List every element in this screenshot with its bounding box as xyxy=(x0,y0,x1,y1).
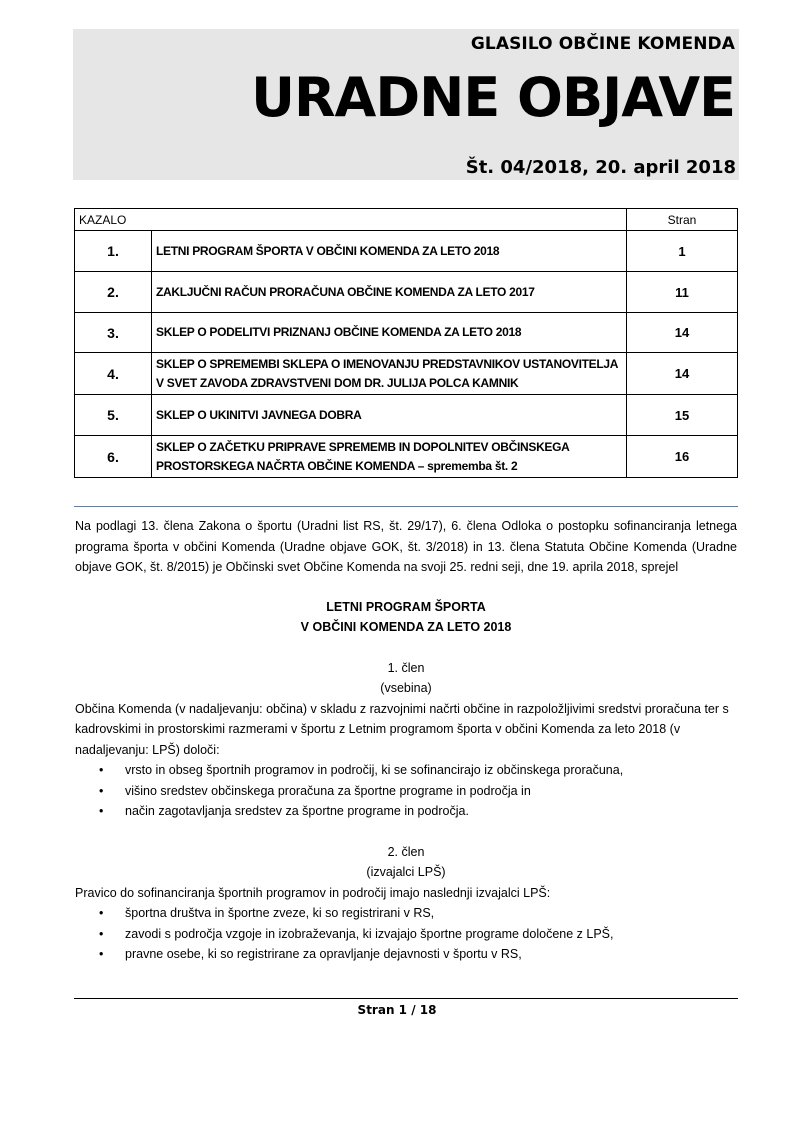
toc-row xyxy=(75,436,738,478)
toc-number: 3. xyxy=(75,313,152,353)
toc-row xyxy=(75,231,738,272)
document-title xyxy=(75,597,737,638)
toc-page: 15 xyxy=(627,395,738,436)
publication-title: URADNE OBJAVE xyxy=(251,66,735,129)
toc-title-line: V SVET ZAVODA ZDRAVSTVENI DOM DR. JULIJA POLCA KAMNIK xyxy=(156,375,519,390)
toc-title-line: SKLEP O UKINITVI JAVNEGA DOBRA xyxy=(156,407,362,422)
toc-title-line: ZAKLJUČNI RAČUN PRORAČUNA OBČINE KOMENDA ZA LETO 2017 xyxy=(156,284,535,299)
bullet-list xyxy=(75,760,737,822)
page-number: Stran 1 / 18 xyxy=(357,1003,437,1017)
toc-header-label: KAZALO xyxy=(75,209,627,231)
toc-row xyxy=(75,272,738,313)
toc-header-row xyxy=(75,209,738,231)
publication-name: GLASILO OBČINE KOMENDA xyxy=(470,34,735,54)
article-subtitle: (vsebina) xyxy=(380,681,432,695)
toc-title[interactable] xyxy=(152,436,627,478)
article xyxy=(75,658,737,822)
article-number: 1. člen xyxy=(387,660,425,675)
table-of-contents xyxy=(74,208,738,478)
preamble: Na podlagi 13. člena Zakona o športu (Uradni list RS, št. 29/17), 6. člena Odloka o postopku sofinanciranja letnega programa športa v občini Komenda (Uradne objave GOK, št. 3/2018) in 13. člena Statuta Občine Komenda (Uradne objave GOK, št. 8/2015) je Občinski svet Občine Komenda na svoji 25. redni seji, dne 19. aprila 2018, sprejel xyxy=(75,519,737,574)
toc-title-line: LETNI PROGRAM ŠPORTA V OBČINI KOMENDA ZA LETO 2018 xyxy=(156,243,500,258)
list-item: • zavodi s področja vzgoje in izobraževanja, ki izvajajo športne programe določene z LPŠ, xyxy=(75,924,737,945)
toc-number: 1. xyxy=(75,231,152,272)
document-title-line: LETNI PROGRAM ŠPORTA xyxy=(326,599,486,614)
list-item: • način zagotavljanja sredstev za športne programe in področja. xyxy=(75,801,737,822)
article-text: Občina Komenda (v nadaljevanju: občina) v skladu z razvojnimi načrti občine in razpoložljivimi sredstvi proračuna ter s kadrovskimi in prostorskimi razmerami v športu z Letnim programom športa v občini Komenda za leto 2018 (v nadaljevanju: LPŠ) določi: xyxy=(75,701,729,757)
toc-row xyxy=(75,313,738,353)
toc-page: 14 xyxy=(627,353,738,395)
toc-number: 2. xyxy=(75,272,152,313)
toc-title[interactable] xyxy=(152,231,627,272)
document-title-line: V OBČINI KOMENDA ZA LETO 2018 xyxy=(300,620,512,634)
toc-row xyxy=(75,353,738,395)
toc-title-line: SKLEP O ZAČETKU PRIPRAVE SPREMEMB IN DOPOLNITEV OBČINSKEGA xyxy=(156,439,570,454)
toc-page: 1 xyxy=(627,231,738,272)
toc-title-line: SKLEP O SPREMEMBI SKLEPA O IMENOVANJU PREDSTAVNIKOV USTANOVITELJA xyxy=(156,356,619,371)
toc-page: 11 xyxy=(627,272,738,313)
toc-header-page: Stran xyxy=(627,209,738,231)
toc-title[interactable] xyxy=(152,395,627,436)
toc-page: 16 xyxy=(627,436,738,478)
toc-title-line: PROSTORSKEGA NAČRTA OBČINE KOMENDA – sprememba št. 2 xyxy=(156,458,518,473)
article-text: Pravico do sofinanciranja športnih programov in področij imajo naslednji izvajalci LPŠ: xyxy=(75,885,551,900)
toc-title[interactable] xyxy=(152,272,627,313)
list-item: • vrsto in obseg športnih programov in področij, ki se sofinancirajo iz občinskega proračuna, xyxy=(75,760,737,781)
article-subtitle: (izvajalci LPŠ) xyxy=(366,865,446,879)
toc-number: 4. xyxy=(75,353,152,395)
bullet-list xyxy=(75,903,737,965)
toc-title-line: SKLEP O PODELITVI PRIZNANJ OBČINE KOMENDA ZA LETO 2018 xyxy=(156,325,522,339)
article xyxy=(75,842,737,965)
document-body xyxy=(75,516,737,965)
list-item: • višino sredstev občinskega proračuna za športne programe in področja in xyxy=(75,781,737,802)
toc-number: 6. xyxy=(75,436,152,478)
section-divider xyxy=(74,506,738,507)
masthead xyxy=(73,29,739,180)
list-item: • pravne osebe, ki so registrirane za opravljanje dejavnosti v športu v RS, xyxy=(75,944,737,965)
list-item: • športna društva in športne zveze, ki so registrirani v RS, xyxy=(75,903,737,924)
toc-title[interactable] xyxy=(152,313,627,353)
article-number: 2. člen xyxy=(387,844,425,859)
issue-info: Št. 04/2018, 20. april 2018 xyxy=(465,157,736,178)
toc-row xyxy=(75,395,738,436)
toc-page: 14 xyxy=(627,313,738,353)
toc-title[interactable] xyxy=(152,353,627,395)
footer-divider xyxy=(74,998,738,999)
toc-number: 5. xyxy=(75,395,152,436)
